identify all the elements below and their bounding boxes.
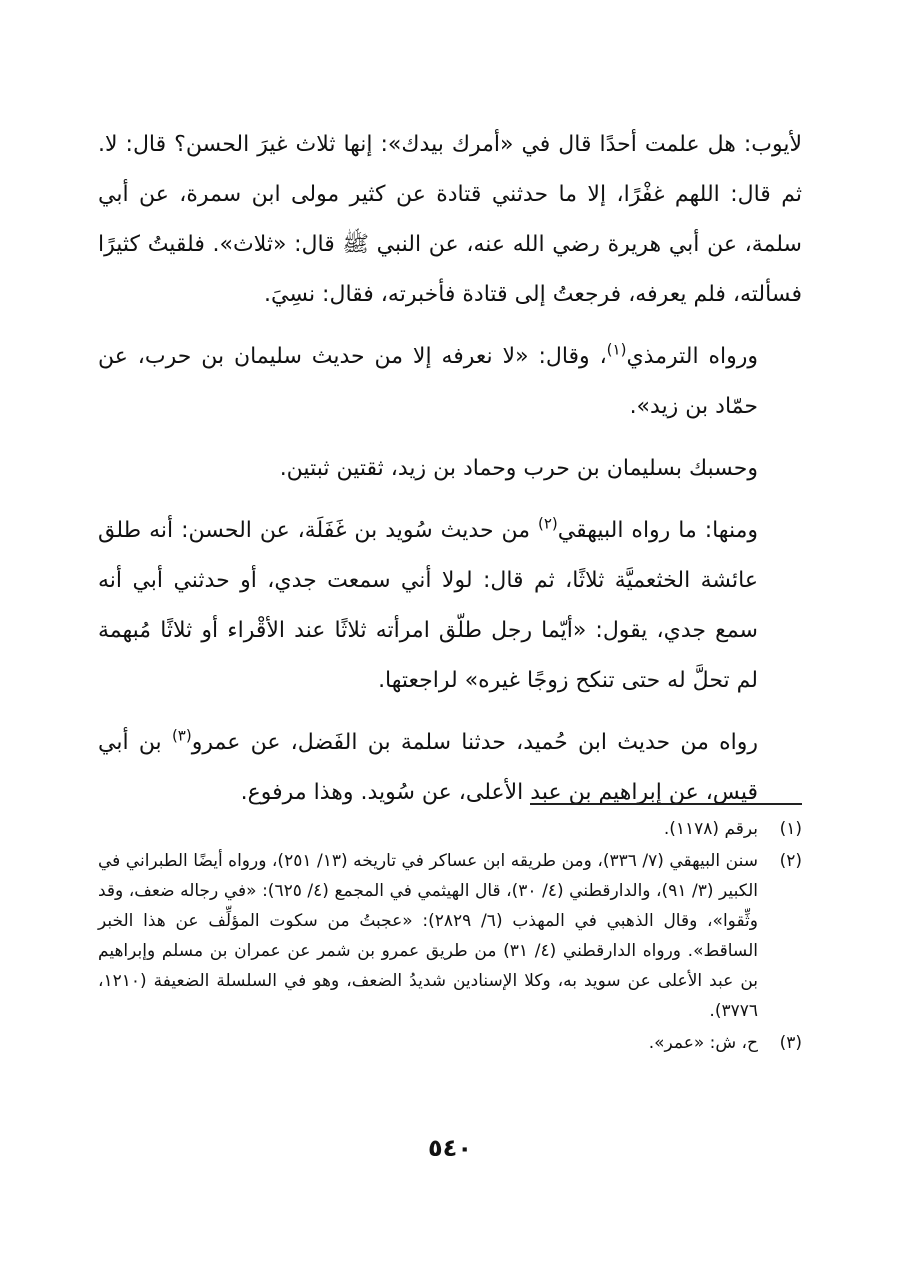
- paragraph-1: [98, 120, 802, 320]
- footnote-number: (٢): [779, 851, 802, 871]
- paragraph-5-text-a: رواه من حديث ابن حُميد، حدثنا سلمة بن الفَضل، عن عمرو: [191, 730, 758, 755]
- page-number: ٥٤٠: [428, 1134, 472, 1162]
- paragraph-5-text-b: بن أبي قيس، عن إبراهيم بن عبد الأعلى، عن سُويد. وهذا مرفوع.: [98, 730, 758, 805]
- paragraph-2: [98, 332, 802, 432]
- footnote-ref-2[interactable]: (٢): [537, 514, 558, 533]
- footnote-2: [98, 846, 802, 1026]
- footnote-number: (١): [779, 819, 802, 839]
- footnote-divider: [530, 803, 802, 805]
- footnote-number: (٣): [779, 1033, 802, 1053]
- footnotes: [98, 814, 802, 1060]
- paragraph-1-text: لأيوب: هل علمت أحدًا قال في «أمرك بيدك»: إنها ثلاث غيرَ الحسن؟ قال: لا. ثم قال: اللهم غفْرًا، إلا ما حدثني قتادة عن كثير مولى ابن سمرة، عن أبي سلمة، عن أبي هريرة رضي الله عنه، عن النبي ﷺ قال: «ثلاث». فلقيتُ كثيرًا فسألته، فلم يعرفه، فرجعتُ إلى قتادة فأخبرته، فقال: نسِيَ.: [98, 132, 802, 307]
- footnote-ref-3[interactable]: (٣): [171, 726, 192, 745]
- footnote-text: برقم (١١٧٨).: [663, 819, 758, 839]
- paragraph-3-text: وحسبك بسليمان بن حرب وحماد بن زيد، ثقتين ثبتين.: [279, 456, 758, 481]
- footnote-3: [98, 1028, 802, 1058]
- footnote-ref-1[interactable]: (١): [606, 340, 627, 359]
- paragraph-2-text-b: ، وقال: «لا نعرفه إلا من حديث سليمان بن حرب، عن حمّاد بن زيد».: [98, 344, 758, 419]
- paragraph-3: [98, 444, 802, 494]
- main-text: [98, 120, 802, 830]
- paragraph-4-text-b: من حديث سُويد بن غَفَلَة، عن الحسن: أنه طلق عائشة الخثعميَّة ثلاثًا، ثم قال: لولا أني سمعت جدي، أو حدثني أبي أنه سمع جدي، يقول: «أيّما رجل طلّق امرأته ثلاثًا عند الأقْراء أو ثلاثًا مُبهمة لم تحلَّ له حتى تنكح زوجًا غيره» لراجعتها.: [98, 518, 758, 693]
- paragraph-4: [98, 506, 802, 706]
- footnote-text: ح، ش: «عمر».: [648, 1033, 758, 1053]
- footnote-1: [98, 814, 802, 844]
- paragraph-4-text-a: ومنها: ما رواه البيهقي: [557, 518, 758, 543]
- footnote-text: سنن البيهقي (٧/ ٣٣٦)، ومن طريقه ابن عساكر في تاريخه (١٣/ ٢٥١)، ورواه أيضًا الطبراني في الكبير (٣/ ٩١)، والدارقطني (٤/ ٣٠)، قال الهيثمي في المجمع (٤/ ٦٢٥): «في رجاله ضعف، وقد وثِّقوا»، وقال الذهبي في المهذب (٦/ ٢٨٢٩): «عجبتُ من سكوت المؤلِّف عن هذا الخبر الساقط». ورواه الدارقطني (٤/ ٣١) من طريق عمرو بن شمر عن عمران بن مسلم وإبراهيم بن عبد الأعلى عن سويد به، وكلا الإسنادين شديدُ الضعف، وهو في السلسلة الضعيفة (١٢١٠، ٣٧٧٦).: [98, 851, 758, 1021]
- paragraph-2-text-a: ورواه الترمذي: [626, 344, 758, 369]
